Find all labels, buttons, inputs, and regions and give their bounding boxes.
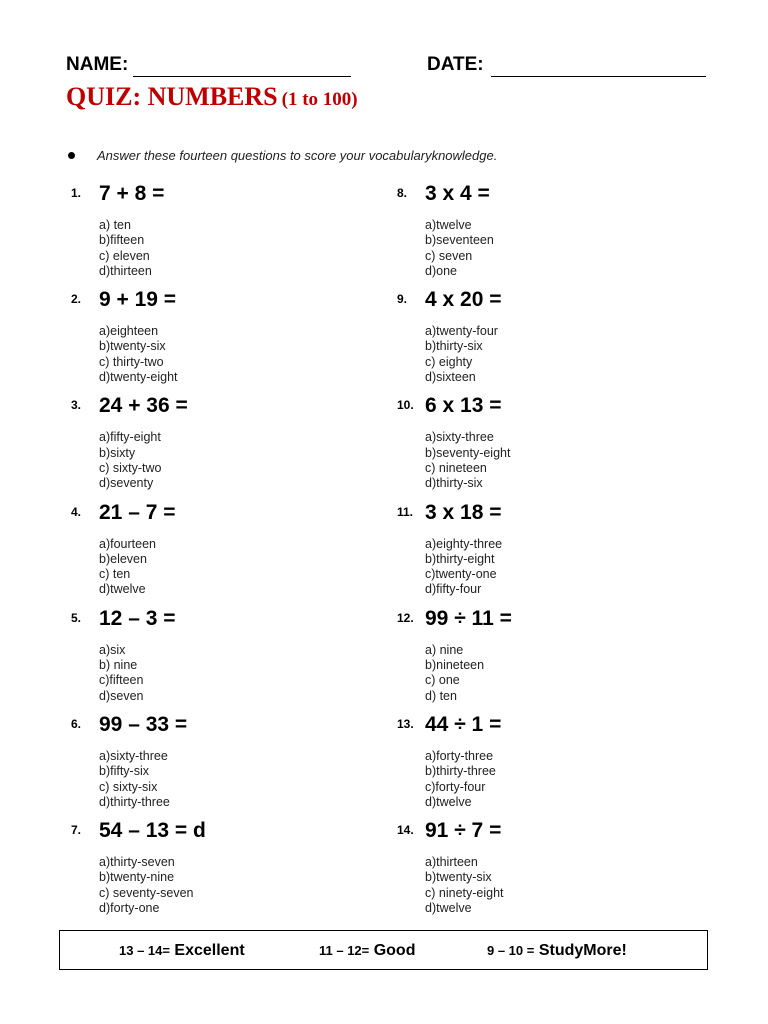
question-number: 7.	[71, 823, 82, 838]
answer-option: b)seventy-eight	[425, 445, 511, 460]
score-label: Good	[373, 942, 416, 959]
answer-option: a)thirteen	[425, 855, 478, 870]
question-number: 4.	[71, 504, 82, 519]
answer-option: b)sixty	[99, 445, 136, 460]
answer-option: c) ninety-eight	[425, 885, 504, 900]
answer-option: b)twenty-six	[425, 870, 492, 885]
answer-option: a)eighty-three	[425, 536, 503, 551]
answer-options	[425, 537, 502, 598]
answer-option: b)fifteen	[99, 233, 145, 248]
date-blank-line	[491, 76, 706, 77]
score-key-excellent	[119, 942, 245, 960]
answer-option: d) ten	[425, 688, 457, 703]
answer-option: d)thirty-six	[425, 476, 483, 491]
question-number: 10.	[397, 398, 414, 413]
question-number: 13.	[397, 717, 414, 731]
answer-option: b)thirty-six	[425, 339, 483, 354]
answer-options	[425, 324, 498, 385]
question-expression: 3 x 18 =	[425, 500, 502, 524]
score-label: StudyMore!	[538, 942, 627, 959]
score-range: 11 – 12=	[319, 943, 370, 958]
quiz-title-main: QUIZ: NUMBERS	[66, 82, 278, 111]
question-expression: 44 ÷ 1 =	[425, 713, 502, 736]
answer-option: a)sixty-three	[425, 430, 494, 445]
question-number: 5.	[71, 610, 82, 625]
answer-option: a)fifty-eight	[99, 430, 161, 445]
answer-option: c) seven	[425, 248, 473, 263]
answer-options	[99, 749, 170, 810]
answer-option: a)twelve	[425, 218, 472, 232]
answer-option: b)nineteen	[425, 658, 485, 673]
answer-option: c)forty-four	[425, 779, 486, 794]
question-expression: 7 + 8 =	[99, 182, 165, 205]
answer-option: d)seven	[99, 688, 144, 703]
answer-option: d)thirteen	[99, 263, 152, 278]
answer-options	[99, 218, 152, 279]
score-range: 13 – 14=	[119, 943, 170, 958]
score-key-good	[319, 942, 415, 960]
answer-options	[99, 430, 162, 491]
question-expression: 99 – 33 =	[99, 713, 188, 736]
score-range: 9 – 10 =	[487, 943, 535, 958]
name-blank-line	[133, 76, 351, 77]
answer-option: a)sixty-three	[99, 749, 168, 763]
question-expression: 21 – 7 =	[99, 500, 176, 524]
answer-options	[425, 218, 494, 279]
answer-options	[425, 855, 504, 916]
answer-option: c) sixty-two	[99, 460, 162, 475]
answer-option: a)six	[99, 642, 126, 657]
answer-option: c) thirty-two	[99, 354, 164, 369]
date-label: DATE:	[427, 54, 484, 75]
question-number: 2.	[71, 292, 82, 307]
name-label: NAME:	[66, 54, 129, 75]
answer-option: d)forty-one	[99, 901, 160, 916]
answer-option: d)one	[425, 263, 457, 278]
answer-option: b)eleven	[99, 551, 147, 566]
question-expression: 24 + 36 =	[99, 394, 188, 418]
answer-option: c) eighty	[425, 354, 473, 369]
answer-options	[425, 749, 496, 810]
answer-option: a)forty-three	[425, 749, 494, 763]
question-number: 8.	[397, 186, 408, 200]
answer-option: c) ten	[99, 567, 131, 582]
question-expression: 12 – 3 =	[99, 606, 176, 630]
question-number: 14.	[397, 823, 414, 838]
question-expression: 4 x 20 =	[425, 288, 502, 312]
question-expression: 54 – 13 = d	[99, 819, 206, 843]
answer-option: c)fifteen	[99, 673, 144, 688]
question-number: 1.	[71, 186, 82, 200]
answer-options	[99, 537, 156, 598]
answer-option: c) seventy-seven	[99, 885, 194, 900]
answer-option: b)seventeen	[425, 233, 494, 248]
answer-option: d)fifty-four	[425, 582, 482, 597]
answer-option: c)twenty-one	[425, 567, 497, 582]
question-number: 11.	[397, 504, 414, 519]
answer-option: c) one	[425, 673, 460, 688]
answer-option: a)eighteen	[99, 324, 159, 339]
bullet-icon	[68, 152, 75, 159]
question-number: 6.	[71, 717, 82, 731]
answer-option: c) nineteen	[425, 460, 487, 475]
answer-option: d)twenty-eight	[99, 370, 178, 385]
instructions-text: Answer these fourteen questions to score your vocabularyknowledge.	[97, 148, 498, 163]
answer-option: d)thirty-three	[99, 794, 170, 809]
question-expression: 99 ÷ 11 =	[425, 606, 512, 630]
answer-options	[99, 855, 193, 916]
answer-option: d)twelve	[425, 794, 472, 809]
answer-option: c) eleven	[99, 248, 150, 263]
answer-option: d)twelve	[99, 582, 146, 597]
answer-option: a) nine	[425, 642, 464, 657]
answer-option: a) ten	[99, 218, 131, 232]
answer-option: d)seventy	[99, 476, 154, 491]
answer-options	[99, 643, 143, 704]
question-number: 12.	[397, 610, 414, 625]
score-label: Excellent	[174, 942, 245, 959]
answer-option: c) sixty-six	[99, 779, 158, 794]
answer-option: d)twelve	[425, 901, 472, 916]
answer-options	[425, 430, 510, 491]
answer-option: a)twenty-four	[425, 324, 498, 339]
answer-option: a)thirty-seven	[99, 855, 175, 870]
answer-option: b)twenty-six	[99, 339, 166, 354]
quiz-title-sub: (1 to 100)	[281, 89, 358, 110]
question-expression: 6 x 13 =	[425, 394, 502, 418]
answer-options	[99, 324, 178, 385]
quiz-title	[66, 82, 396, 116]
answer-option: b) nine	[99, 658, 138, 673]
answer-option: b)twenty-nine	[99, 870, 175, 885]
score-key-box	[59, 930, 708, 970]
question-expression: 9 + 19 =	[99, 288, 177, 312]
answer-option: b)fifty-six	[99, 764, 149, 779]
answer-option: d)sixteen	[425, 370, 476, 385]
answer-options	[425, 643, 484, 704]
answer-option: b)thirty-three	[425, 764, 496, 779]
question-expression: 91 ÷ 7 =	[425, 819, 502, 843]
question-number: 3.	[71, 398, 82, 413]
question-number: 9.	[397, 292, 408, 307]
score-key-study-more	[487, 942, 627, 960]
answer-option: a)fourteen	[99, 536, 156, 551]
question-expression: 3 x 4 =	[425, 182, 490, 205]
answer-option: b)thirty-eight	[425, 551, 495, 566]
